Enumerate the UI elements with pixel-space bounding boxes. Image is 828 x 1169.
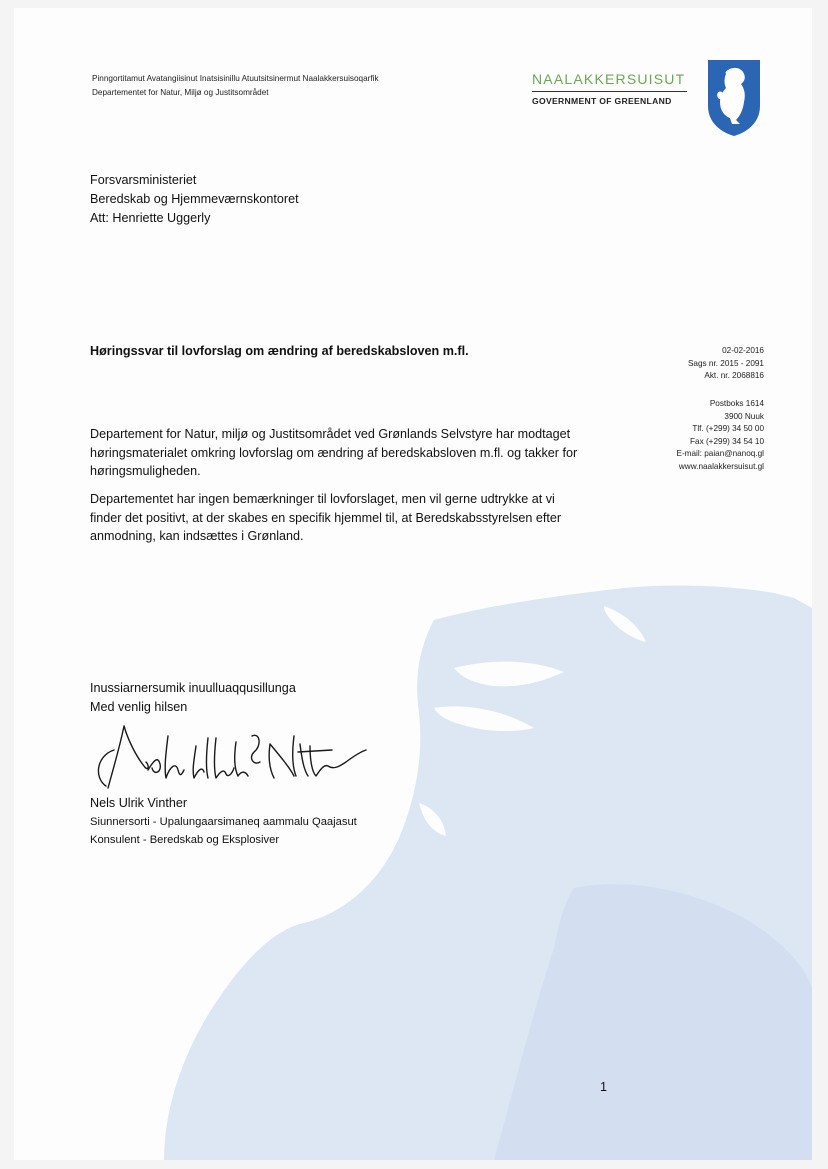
recipient-department: Beredskab og Hjemmeværnskontoret: [90, 192, 299, 206]
city: 3900 Nuuk: [724, 411, 764, 421]
paragraph-line: høringsmaterialet omkring lovforslag om ændring af beredskabsloven m.fl. og takker for: [90, 445, 578, 460]
ministry-name-greenlandic: Pinngortitamut Avatangiisinut Inatsisinillu Atuutsitsinermut Naalakkersuisoqarfik: [92, 74, 379, 83]
po-box: Postboks 1614: [709, 399, 764, 408]
case-number: Sags nr. 2015 - 2091: [687, 358, 764, 368]
letter-date: 02-02-2016: [722, 346, 764, 355]
website: www.naalakkersuisut.gl: [678, 461, 764, 471]
brand-name: NAALAKKERSUISUT: [532, 71, 686, 87]
fax: Fax (+299) 34 54 10: [690, 436, 764, 446]
greeting-greenlandic: Inussiarnersumik inuulluaqqusillunga: [90, 681, 296, 695]
email: E-mail: paian@nanoq.gl: [676, 449, 764, 458]
paragraph-line: Departement for Natur, miljø og Justitsområdet ved Grønlands Selvstyre har modtaget: [90, 427, 571, 441]
body-paragraph-2: [90, 490, 561, 546]
paragraph-line: anmodning, kan indsættes i Grønland.: [90, 529, 304, 543]
recipient-organization: Forsvarsministeriet: [90, 173, 197, 187]
phone: Tlf. (+299) 34 50 00: [692, 424, 764, 433]
case-metadata: [688, 345, 764, 383]
brand-subtitle: GOVERNMENT OF GREENLAND: [532, 96, 672, 106]
ministry-name-danish: Departementet for Natur, Miljø og Justitsområdet: [92, 88, 269, 97]
handwritten-signature: [84, 716, 374, 796]
brand-divider: [532, 91, 687, 92]
letter-page: [14, 8, 812, 1160]
body-paragraph-1: [90, 425, 577, 481]
coat-of-arms-logo: [706, 58, 762, 138]
page-number: 1: [600, 1080, 608, 1094]
recipient-block: [90, 171, 299, 228]
letter-subject: Høringssvar til lovforslag om ændring af beredskabsloven m.fl.: [90, 344, 469, 358]
document-number: Akt. nr. 2068816: [704, 371, 764, 380]
paragraph-line: høringsmuligheden.: [90, 464, 201, 478]
closing-greeting: [90, 679, 296, 716]
greeting-danish: Med venlig hilsen: [90, 699, 188, 714]
signatory-title-danish: Konsulent - Beredskab og Eksplosiver: [90, 834, 280, 846]
signatory-title-greenlandic: Siunnersorti - Upalungaarsimaneq aammalu Qaajasut: [90, 816, 357, 828]
paragraph-line: Departementet har ingen bemærkninger til lovforslaget, men vil gerne udtrykke at vi: [90, 492, 555, 506]
paragraph-line: finder det positivt, at der skabes en specifik hjemmel til, at Beredskabsstyrelsen efter: [90, 510, 562, 525]
signatory-title-block: [90, 813, 357, 849]
recipient-attention: Att: Henriette Uggerly: [90, 211, 211, 225]
signatory-name: Nels Ulrik Vinther: [90, 796, 188, 810]
contact-metadata: [676, 398, 764, 473]
